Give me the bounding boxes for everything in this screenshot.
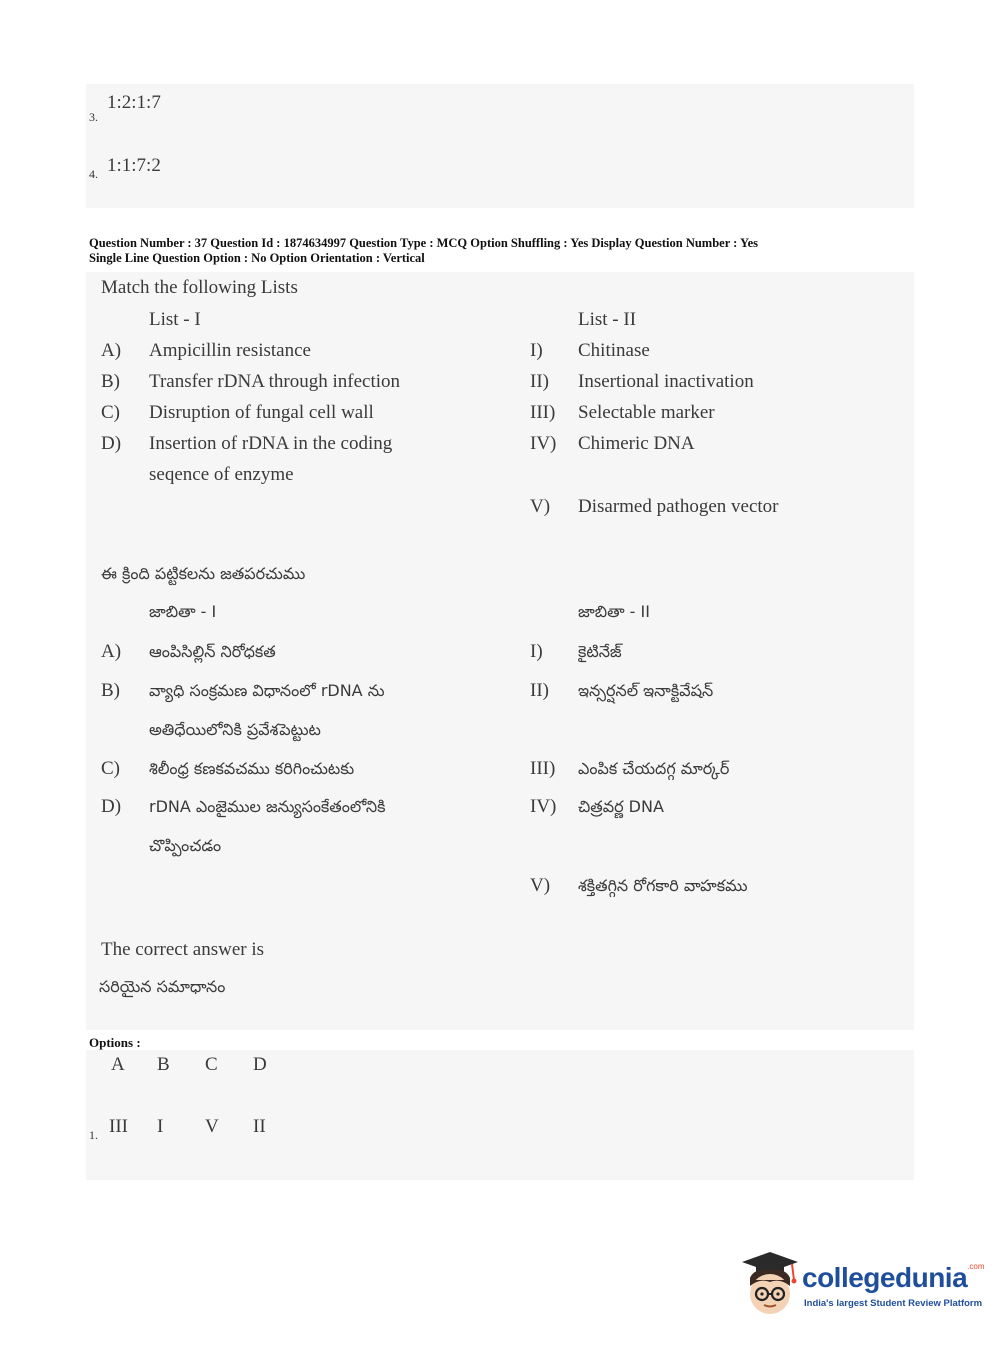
list2-item: Chitinase <box>578 340 650 361</box>
list1-label: C) <box>101 758 120 779</box>
question-instruction: Match the following Lists <box>101 277 298 298</box>
list1-item: Insertion of rDNA in the coding <box>149 433 393 454</box>
list2-label: III) <box>530 402 556 423</box>
question-meta-line2: Single Line Question Option : No Option Orientation : Vertical <box>89 251 425 265</box>
answer-prompt-telugu: సరియైన సమాధానం <box>99 977 226 996</box>
answer-prompt: The correct answer is <box>101 939 265 960</box>
option-row-value: I <box>157 1116 164 1137</box>
list2-item: Disarmed pathogen vector <box>578 496 779 517</box>
list1-label: D) <box>101 433 122 454</box>
option-row-number[interactable]: 1. <box>89 1128 98 1142</box>
list2-label: II) <box>530 371 549 392</box>
logo-tagline: India's largest Student Review Platform <box>804 1298 983 1309</box>
list1-label: A) <box>101 340 122 361</box>
list2-label: IV) <box>530 433 557 454</box>
list1-label: C) <box>101 402 120 423</box>
list1-label: A) <box>101 641 122 662</box>
list2-label: V) <box>530 875 551 896</box>
list1-item-telugu: వ్యాధి సంక్రమణ విధానంలో rDNA ను <box>149 681 385 700</box>
list1-header-telugu: జాబితా - I <box>149 602 217 621</box>
list2-item-telugu: కైటినేజ్ <box>578 642 622 661</box>
list2-header-telugu: జాబితా - II <box>578 602 650 621</box>
list1-item-telugu: శిలీంధ్ర కణకవచము కరిగించుటకు <box>149 759 355 778</box>
list2-item: Selectable marker <box>578 402 715 423</box>
list1-item-telugu: rDNA ఎంజైముల జన్యుసంకేతంలోనికి <box>149 797 386 816</box>
list1-item: Ampicillin resistance <box>149 340 311 361</box>
list2-label: IV) <box>530 796 557 817</box>
list1-item: Transfer rDNA through infection <box>149 371 401 392</box>
list2-item: Chimeric DNA <box>578 433 695 454</box>
option-number: 3. <box>89 110 98 124</box>
question-meta-line1: Question Number : 37 Question Id : 1874634997 Question Type : MCQ Option Shuffling : Yes Display Question Number : Yes <box>89 236 759 250</box>
list2-item-telugu: ఎంపిక చేయదగ్గ మార్కర్ <box>578 759 730 778</box>
list1-label: B) <box>101 371 120 392</box>
list1-header: List - I <box>149 309 201 330</box>
option-column-header: B <box>157 1054 170 1075</box>
list1-item: Disruption of fungal cell wall <box>149 402 374 423</box>
list2-item: Insertional inactivation <box>578 371 754 392</box>
logo-suffix: .com <box>967 1262 985 1271</box>
option-row-value: III <box>109 1116 128 1137</box>
list2-item-telugu: శక్తితగ్గిన రోగకారి వాహకము <box>578 876 748 895</box>
prev-options-panel <box>86 84 914 208</box>
logo-name: collegedunia <box>802 1262 968 1293</box>
question-instruction-telugu: ఈ క్రింది పట్టికలను జతపరచుము <box>101 564 306 583</box>
list2-label: V) <box>530 496 551 517</box>
list2-header: List - II <box>578 309 637 330</box>
list1-item-continued: seqence of enzyme <box>149 464 294 485</box>
option-value: 1:1:7:2 <box>107 155 161 176</box>
logo-wordmark <box>802 1262 985 1294</box>
list2-label: II) <box>530 680 549 701</box>
list1-label: D) <box>101 796 122 817</box>
option-column-header: A <box>111 1054 125 1075</box>
collegedunia-logo[interactable] <box>740 1248 985 1318</box>
option-column-header: C <box>205 1054 218 1075</box>
list2-label: I) <box>530 641 543 662</box>
option-column-header: D <box>253 1054 267 1075</box>
list1-item-telugu-continued: అతిధేయిలోనికి ప్రవేశపెట్టుట <box>149 720 321 739</box>
option-value: 1:2:1:7 <box>107 92 161 113</box>
list1-label: B) <box>101 680 120 701</box>
list1-item-telugu: ఆంపిసిల్లిన్ నిరోధకత <box>149 642 276 661</box>
mascot-icon <box>740 1248 800 1318</box>
list2-label: III) <box>530 758 556 779</box>
list2-label: I) <box>530 340 543 361</box>
option-number: 4. <box>89 167 98 181</box>
list2-item-telugu: ఇన్సర్షనల్ ఇనాక్టివేషన్ <box>578 681 714 700</box>
list1-item-telugu-continued: చొప్పించడం <box>149 836 222 855</box>
option-row-value: II <box>253 1116 266 1137</box>
options-label: Options : <box>89 1035 141 1050</box>
option-row-value: V <box>205 1116 219 1137</box>
list2-item-telugu: చిత్రవర్ణ DNA <box>578 797 664 816</box>
